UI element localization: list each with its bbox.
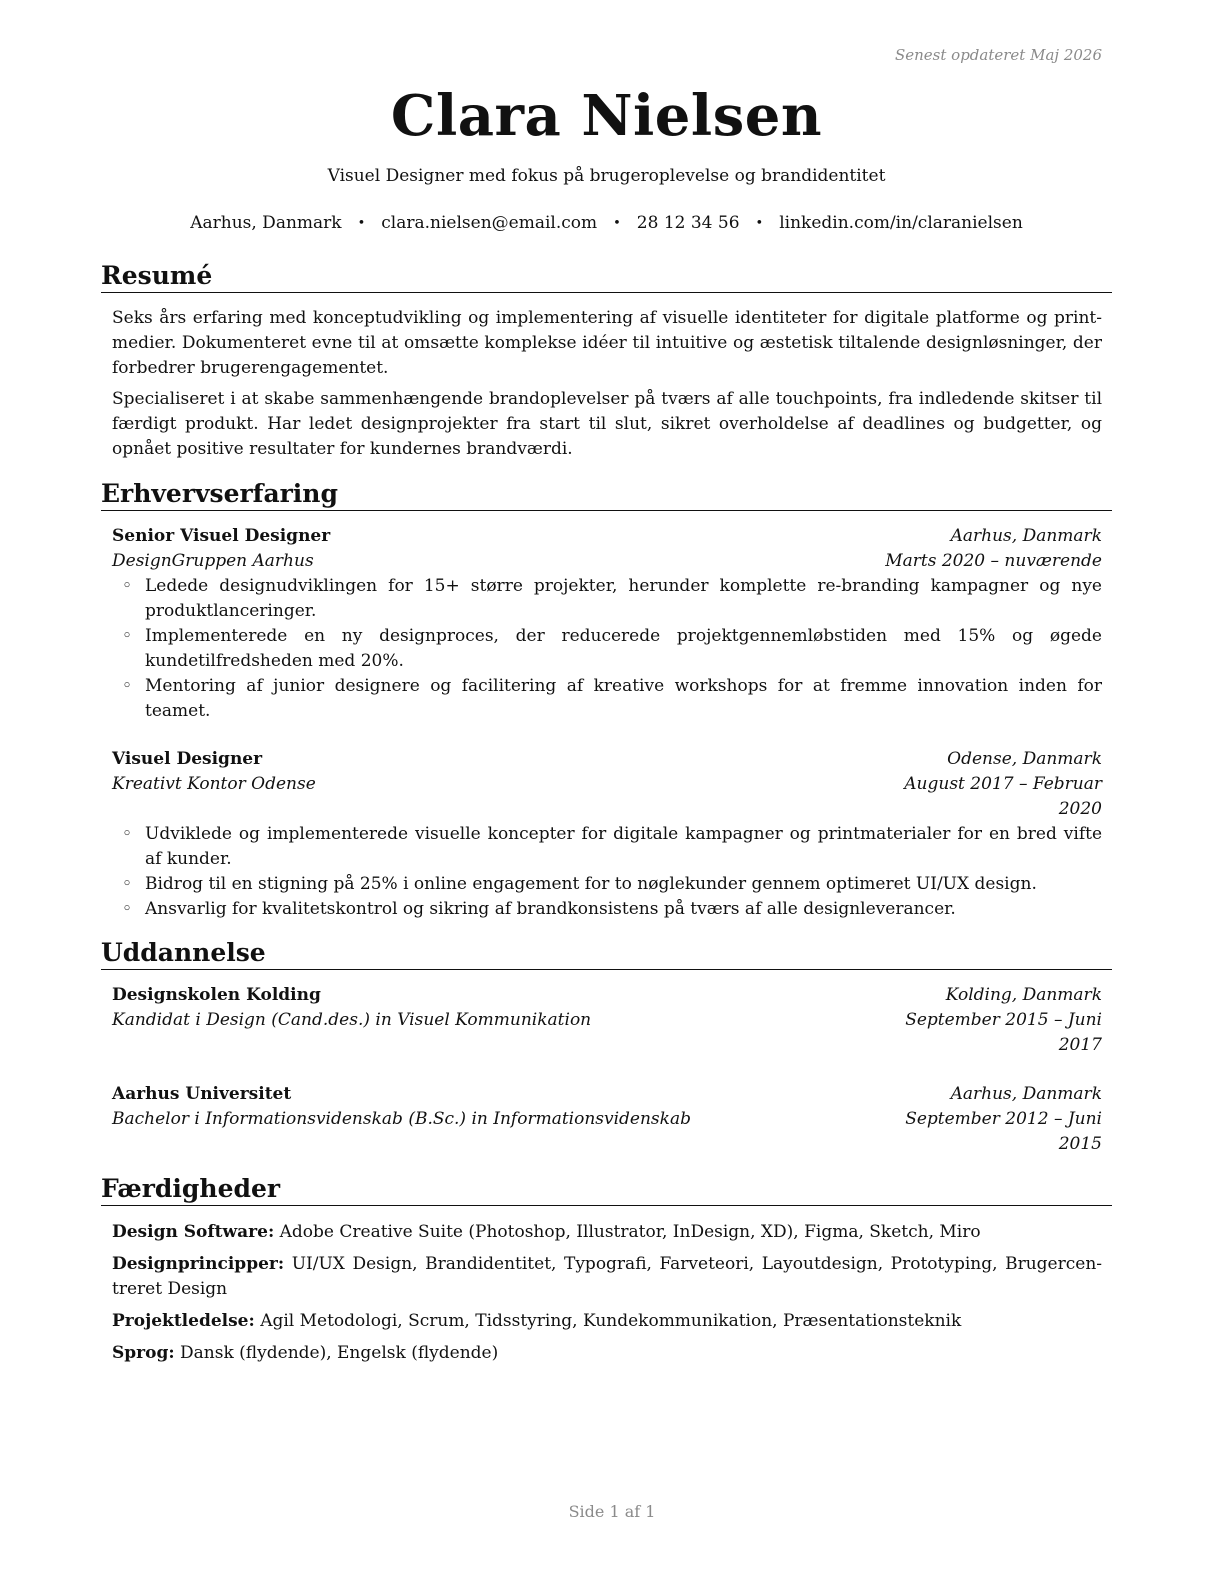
school-name: Designskolen Kolding: [112, 984, 321, 1005]
job-entry: [112, 524, 1102, 724]
skill-row: [112, 1252, 1102, 1302]
degree: Kandidat i Design (Cand.des.) in Visuel Kommunikation: [112, 1009, 592, 1030]
skill-value: Adobe Creative Suite (Photoshop, Illustrator, InDesign, XD), Figma, Sketch, Miro: [279, 1221, 981, 1242]
job-bullet: ◦ Ansvarlig for kvalitetskontrol og sikring af brandkonsistens på tværs af alle designleverancer.: [112, 897, 1102, 922]
skill-row: [112, 1220, 1102, 1245]
job-bullets: [112, 822, 1102, 922]
school-location: Aarhus, Danmark: [950, 1083, 1102, 1104]
section-title-education: Uddannelse: [101, 938, 1112, 970]
job-location: Odense, Danmark: [947, 748, 1102, 769]
job-dates: August 2017 – Februar 2020: [904, 773, 1102, 819]
school-name: Aarhus Universitet: [112, 1083, 292, 1104]
skill-value: Dansk (flydende), Engelsk (flydende): [180, 1342, 499, 1363]
experience-section: [101, 479, 1112, 922]
job-role: Senior Visuel Designer: [112, 525, 331, 546]
contact-line: [101, 213, 1112, 233]
section-title-summary: Resumé: [101, 261, 1112, 293]
job-bullet: ◦ Udviklede og implementerede visuelle koncepter for digitale kampagner og printmaterialer for en bred vifte af kunder.: [112, 822, 1102, 872]
job-role: Visuel Designer: [112, 748, 263, 769]
summary-section: [101, 261, 1112, 462]
page-number: Side 1 af 1: [568, 1502, 656, 1521]
skill-label: Designprincipper:: [112, 1253, 285, 1274]
skill-value: UI/UX Design, Brandidentitet, Typografi, Farveteori, Layoutdesign, Prototyping, Brugercentreret Design: [112, 1253, 1103, 1299]
education-dates: September 2012 – Juni 2015: [905, 1108, 1102, 1154]
separator-dot: •: [755, 215, 764, 231]
contact-linkedin[interactable]: linkedin.com/in/claranielsen: [779, 212, 1023, 233]
skill-label: Sprog:: [112, 1342, 175, 1363]
section-title-skills: Færdigheder: [101, 1174, 1112, 1206]
summary-paragraph: Seks års erfaring med konceptudvikling og implementering af visuelle identiteter for digitale platforme og printmedier. Dokumenteret evne til at omsætte komplekse idéer til intuitive og æstetisk tiltalende designløsninger, der forbedrer brugerengagementet.: [112, 307, 1102, 378]
job-company: DesignGruppen Aarhus: [112, 550, 314, 571]
education-dates: September 2015 – Juni 2017: [905, 1009, 1102, 1055]
skill-label: Projektledelse:: [112, 1310, 255, 1331]
contact-location: Aarhus, Danmark: [190, 212, 342, 233]
separator-dot: •: [613, 215, 621, 231]
skill-row: [112, 1341, 1102, 1366]
full-name: Clara Nielsen: [390, 83, 823, 149]
separator-dot: •: [357, 215, 366, 231]
contact-phone: 28 12 34 56: [636, 212, 740, 233]
job-location: Aarhus, Danmark: [950, 525, 1102, 546]
job-bullet: ◦ Bidrog til en stigning på 25% i online engagement for to nøglekunder gennem optimeret UI/UX design.: [112, 872, 1102, 897]
skill-row: [112, 1309, 1102, 1334]
job-bullet: ◦ Implementerede en ny designproces, der reducerede projektgennemløbstiden med 15% og øgede kundetilfredsheden med 20%.: [112, 624, 1102, 674]
contact-email[interactable]: clara.nielsen@email.com: [381, 212, 598, 233]
job-entry: [112, 747, 1102, 922]
degree: Bachelor i Informationsvidenskab (B.Sc.) in Informationsvidenskab: [112, 1108, 691, 1129]
tagline: Visuel Designer med fokus på brugeroplevelse og brandidentitet: [327, 165, 886, 186]
summary-paragraph: Specialiseret i at skabe sammenhængende brandoplevelser på tværs af alle touchpoints, fra indledende skitser til færdigt produkt. Har ledet designprojekter fra start til slut, sikret overholdelse af deadlines og budgetter, og opnået positive resultater for kundernes brandværdi.: [112, 388, 1102, 459]
school-location: Kolding, Danmark: [945, 984, 1102, 1005]
skills-section: [101, 1174, 1112, 1366]
education-section: [101, 938, 1112, 1157]
section-title-experience: Erhvervserfaring: [101, 479, 1112, 511]
last-updated: Senest opdateret Maj 2026: [894, 46, 1102, 64]
skill-value: Agil Metodologi, Scrum, Tidsstyring, Kundekommunikation, Præsentationsteknik: [260, 1310, 962, 1331]
education-entry: [112, 983, 1102, 1058]
skill-label: Design Software:: [112, 1221, 275, 1242]
job-bullets: [112, 574, 1102, 724]
job-company: Kreativt Kontor Odense: [112, 773, 316, 794]
job-dates: Marts 2020 – nuværende: [885, 550, 1102, 571]
job-bullet: ◦ Mentoring af junior designere og facilitering af kreative workshops for at fremme innovation inden for teamet.: [112, 674, 1102, 724]
job-bullet: ◦ Ledede designudviklingen for 15+ større projekter, herunder komplette re-branding kampagner og nye produktlanceringer.: [112, 574, 1102, 624]
education-entry: [112, 1082, 1102, 1157]
